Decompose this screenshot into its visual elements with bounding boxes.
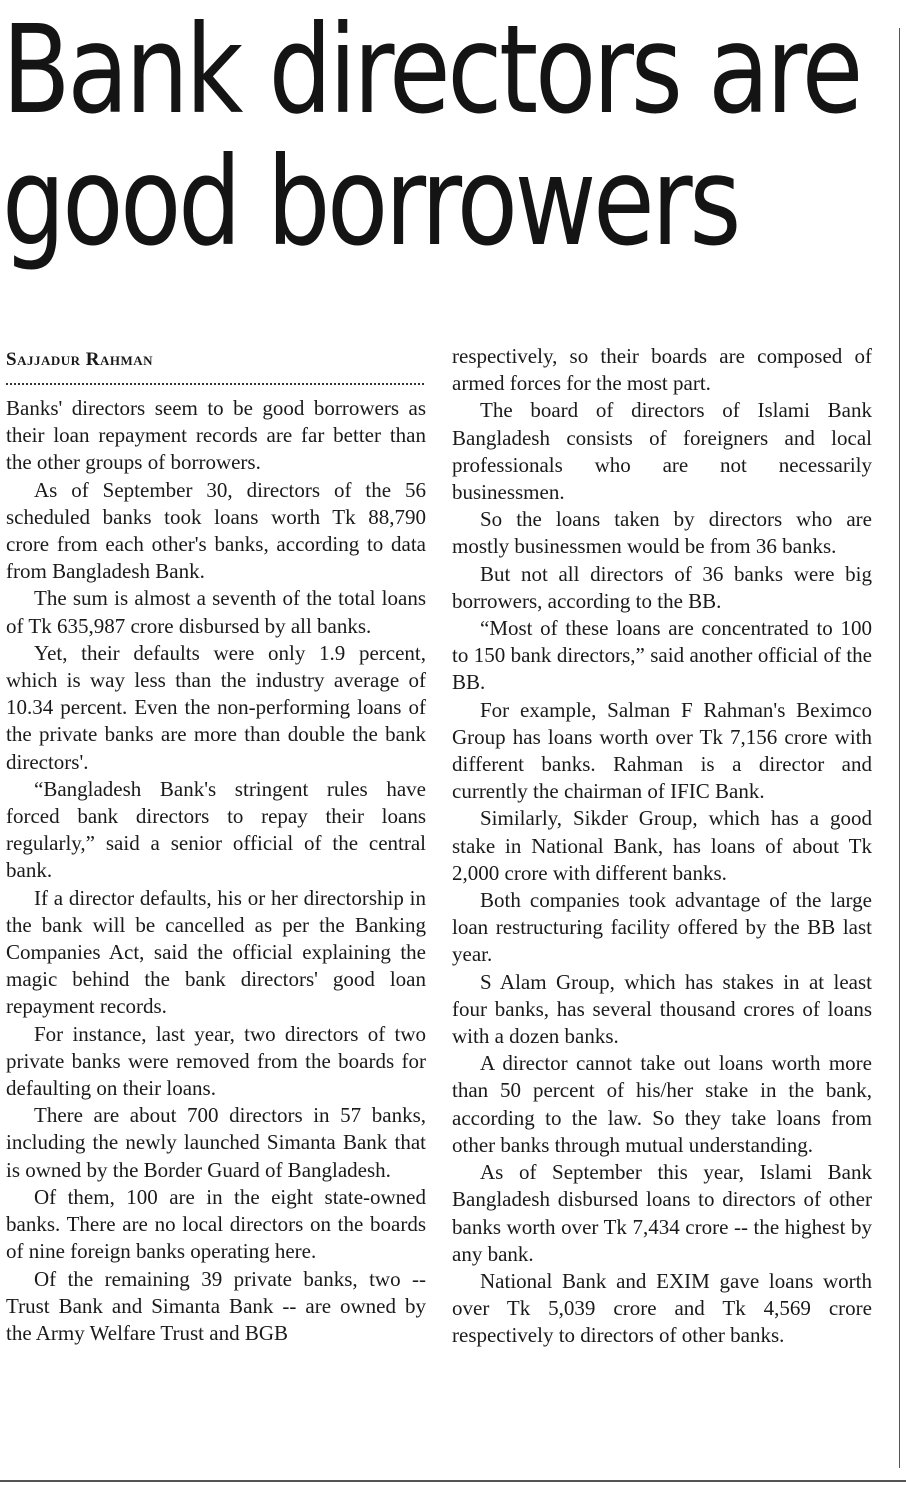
paragraph: There are about 700 directors in 57 banks, including the newly launched Simanta Bank that is owned by the Border Guard of Bangladesh. bbox=[6, 1103, 426, 1182]
column-rule-right bbox=[899, 28, 900, 1468]
paragraph: respectively, so their boards are composed of armed forces for the most part. bbox=[452, 344, 872, 396]
headline-line-1: Bank directors are bbox=[2, 0, 861, 141]
paragraph: A director cannot take out loans worth more than 50 percent of his/her stake in the bank, according to the law. So they take loans from other banks through mutual understanding. bbox=[452, 1051, 872, 1157]
paragraph: The board of directors of Islami Bank Bangladesh consists of foreigners and local professionals who are not necessarily businessmen. bbox=[452, 398, 872, 505]
paragraph: “Bangladesh Bank's stringent rules have forced bank directors to repay their loans regularly,” said a senior official of the central bank. bbox=[6, 776, 426, 883]
paragraph: Similarly, Sikder Group, which has a good stake in National Bank, has loans of about Tk 2,000 crore with different banks. bbox=[452, 806, 872, 885]
paragraph: S Alam Group, which has stakes in at least four banks, has several thousand crores of loans with a dozen banks. bbox=[452, 969, 872, 1049]
article-column-right bbox=[452, 343, 872, 1350]
paragraph: Of the remaining 39 private banks, two -- Trust Bank and Simanta Bank -- are owned by the Army Welfare Trust and BGB bbox=[6, 1266, 426, 1345]
paragraph: For example, Salman F Rahman's Beximco Group has loans worth over Tk 7,156 crore with different banks. Rahman is a director and currently the chairman of IFIC Bank. bbox=[452, 697, 872, 804]
paragraph: Of them, 100 are in the eight state-owned banks. There are no local directors on the boards of nine foreign banks operating here. bbox=[6, 1184, 426, 1264]
byline-divider bbox=[6, 383, 424, 385]
paragraph: National Bank and EXIM gave loans worth over Tk 5,039 crore and Tk 4,569 crore respectively to directors of other banks. bbox=[452, 1268, 872, 1348]
paragraph: But not all directors of 36 banks were big borrowers, according to the BB. bbox=[452, 561, 872, 613]
paragraph: Banks' directors seem to be good borrowers as their loan repayment records are far better than the other groups of borrowers. bbox=[6, 396, 426, 475]
byline: Sajjadur Rahman bbox=[6, 349, 154, 370]
paragraph: As of September 30, directors of the 56 scheduled banks took loans worth Tk 88,790 crore from each other's banks, according to data from Bangladesh Bank. bbox=[6, 477, 426, 584]
bottom-rule bbox=[0, 1480, 906, 1482]
paragraph: If a director defaults, his or her directorship in the bank will be cancelled as per the Banking Companies Act, said the official explaining the magic behind the bank directors' good loan repayment records. bbox=[6, 885, 426, 1019]
paragraph: The sum is almost a seventh of the total loans of Tk 635,987 crore disbursed by all banks. bbox=[6, 586, 426, 638]
article-column-left bbox=[6, 343, 426, 1347]
paragraph: For instance, last year, two directors of two private banks were removed from the boards for defaulting on their loans. bbox=[6, 1021, 426, 1101]
paragraph: Both companies took advantage of the large loan restructuring facility offered by the BB last year. bbox=[452, 888, 872, 967]
paragraph: “Most of these loans are concentrated to 100 to 150 bank directors,” said another official of the BB. bbox=[452, 616, 872, 695]
paragraph: So the loans taken by directors who are mostly businessmen would be from 36 banks. bbox=[452, 507, 872, 559]
paragraph: As of September this year, Islami Bank Bangladesh disbursed loans to directors of other banks worth over Tk 7,434 crore -- the highest by any bank. bbox=[452, 1160, 872, 1266]
headline-line-2: good borrowers bbox=[2, 131, 739, 273]
headline bbox=[2, 0, 861, 273]
paragraph: Yet, their defaults were only 1.9 percent, which is way less than the industry average of 10.34 percent. Even the non-performing loans of the private banks are more than double the bank directors'. bbox=[6, 640, 426, 774]
